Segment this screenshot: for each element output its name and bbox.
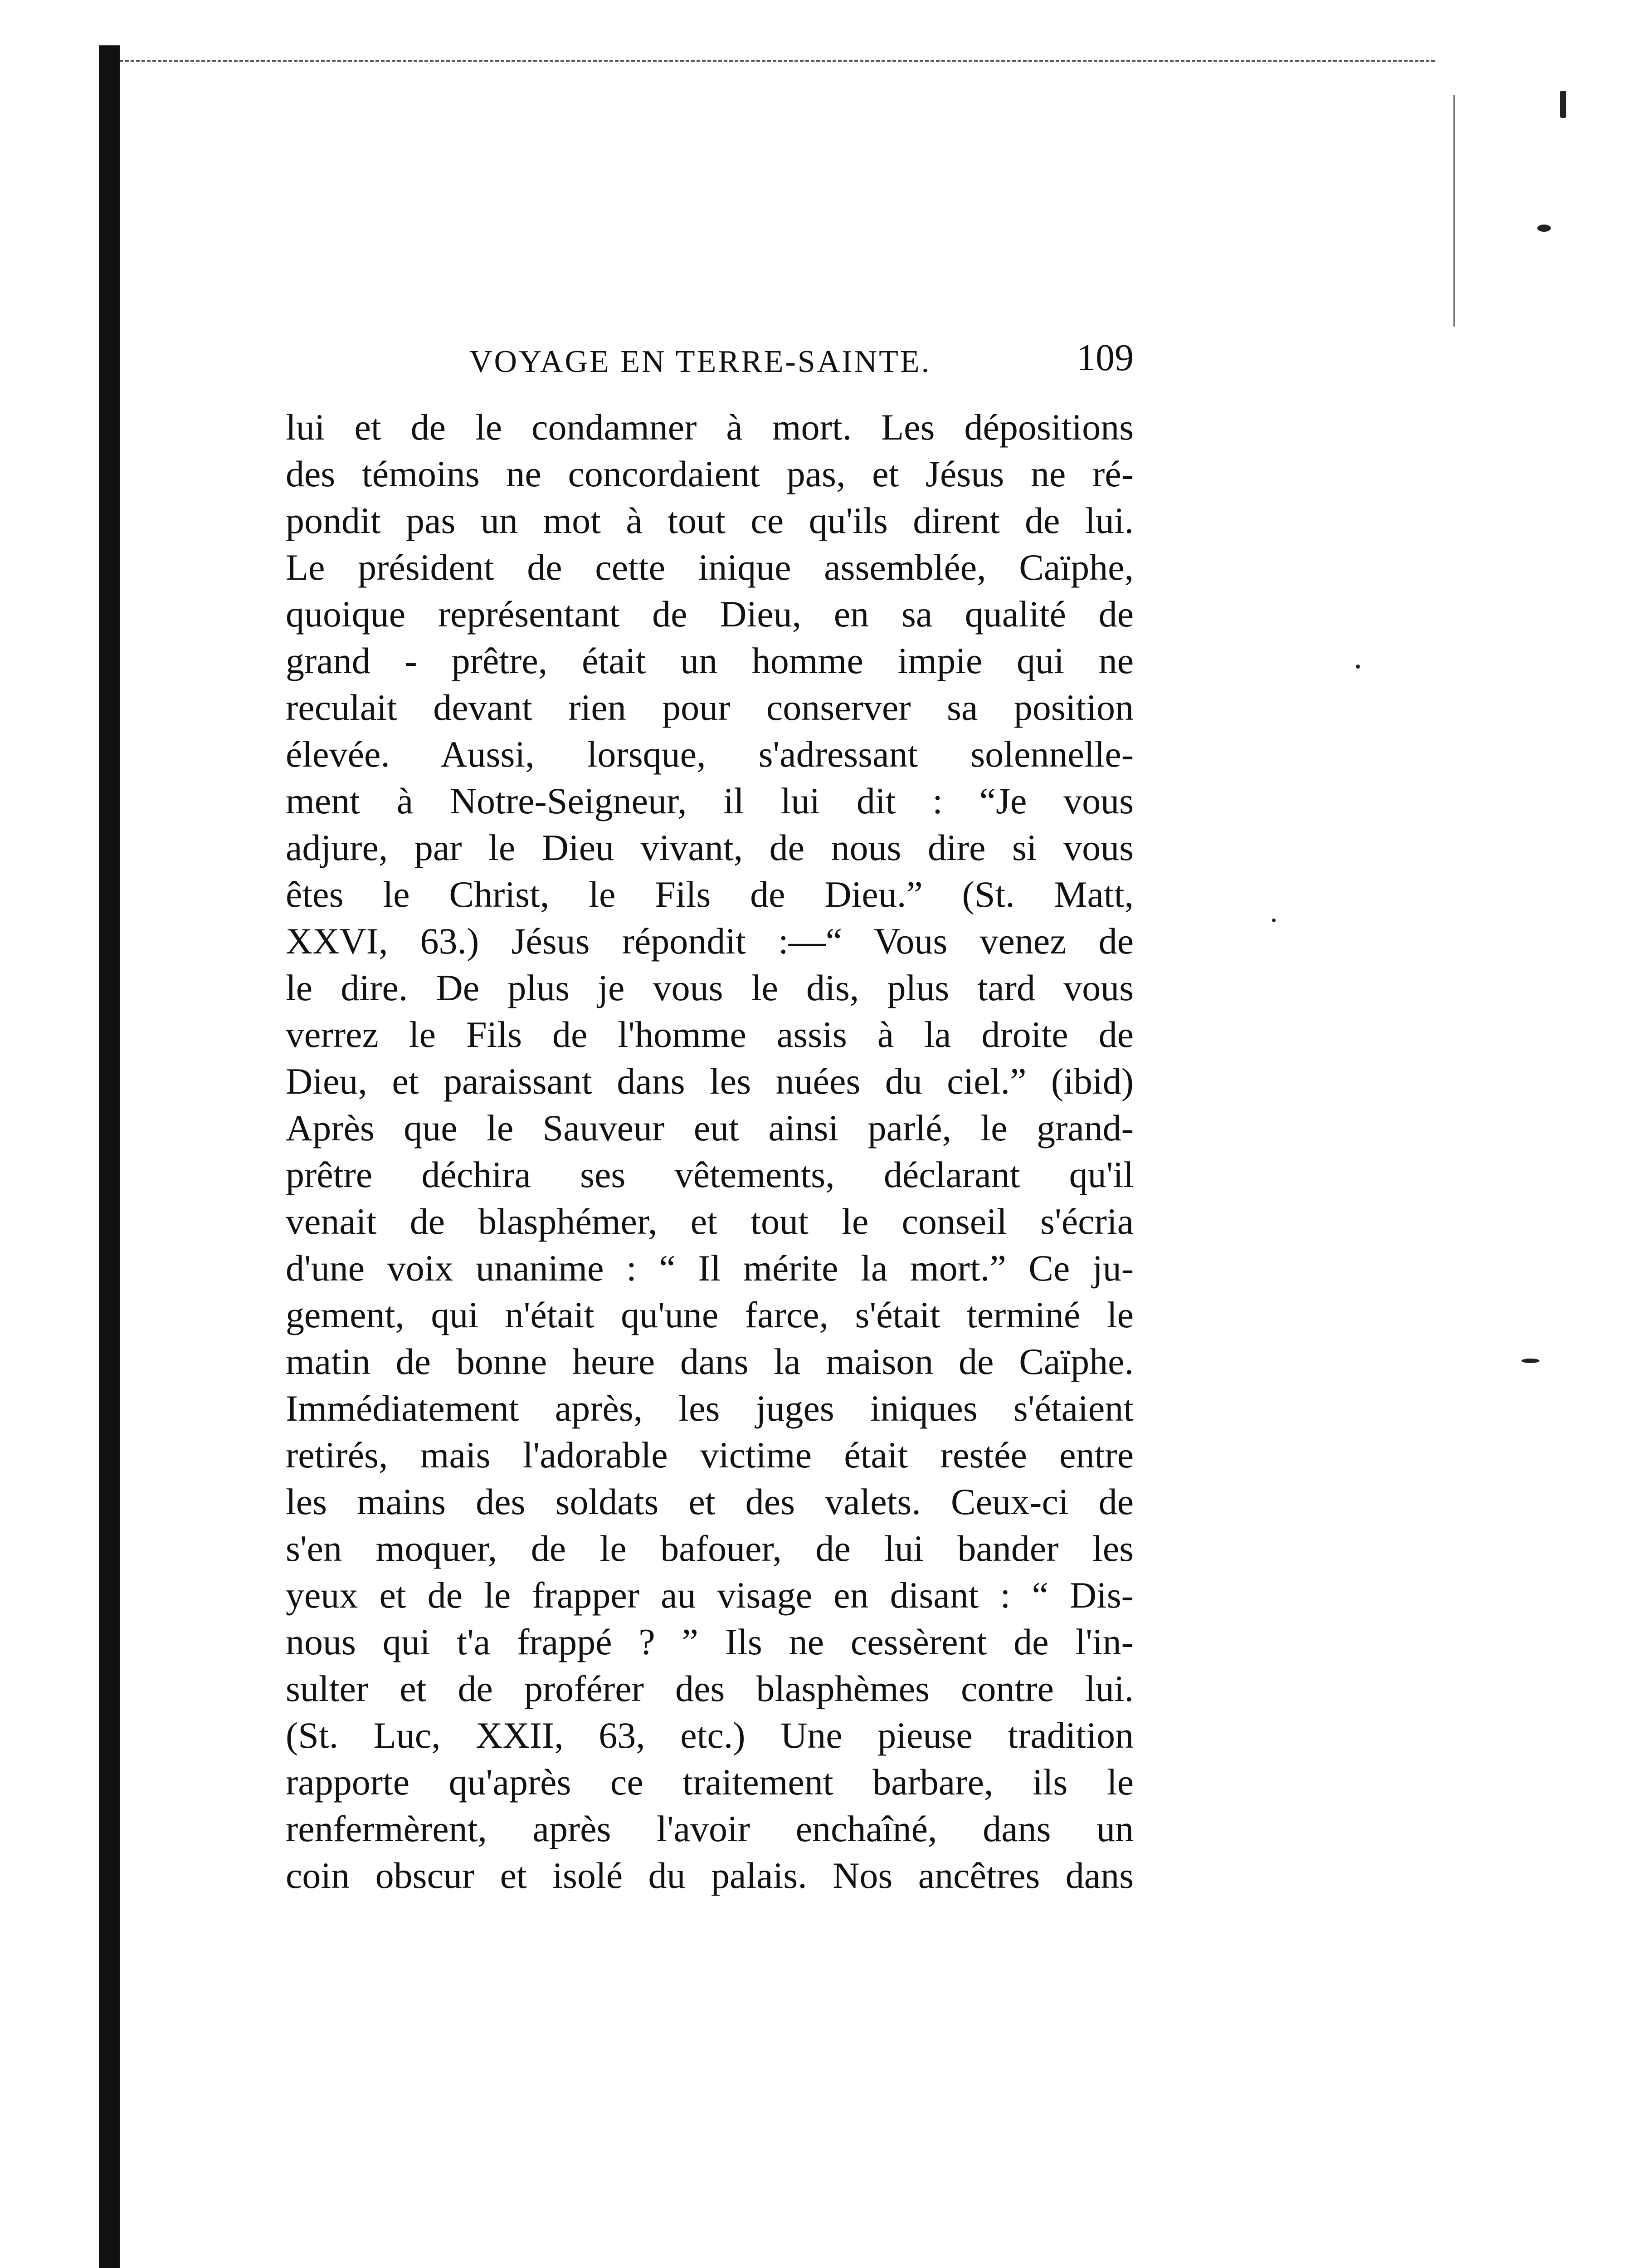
page-header [286, 336, 1134, 386]
scan-speck [1272, 919, 1276, 922]
right-scan-edge [1453, 95, 1455, 327]
binding-edge [99, 45, 120, 2268]
text-line: les mains des soldats et des valets. Ceux-ci de [286, 1481, 1134, 1522]
text-line: renfermèrent, après l'avoir enchaîné, dans un [286, 1808, 1134, 1849]
text-line: Après que le Sauveur eut ainsi parlé, le grand- [286, 1107, 1134, 1149]
text-line: le dire. De plus je vous le dis, plus tard vous [286, 967, 1134, 1008]
text-line: retirés, mais l'adorable victime était restée entre [286, 1434, 1134, 1476]
text-line: des témoins ne concordaient pas, et Jésus ne ré- [286, 453, 1134, 494]
text-line: adjure, par le Dieu vivant, de nous dire si vous [286, 827, 1134, 868]
text-line: nous qui t'a frappé ? ” Ils ne cessèrent de l'in- [286, 1621, 1134, 1662]
scan-speck [1537, 225, 1551, 232]
text-line: Immédiatement après, les juges iniques s'étaient [286, 1388, 1134, 1429]
text-line: grand - prêtre, était un homme impie qui ne [286, 640, 1134, 681]
scan-speck [1521, 1359, 1540, 1363]
text-line: ment à Notre-Seigneur, il lui dit : “Je vous [286, 780, 1134, 821]
text-line: quoique représentant de Dieu, en sa qualité de [286, 593, 1134, 635]
text-line: gement, qui n'était qu'une farce, s'était terminé le [286, 1294, 1134, 1335]
text-line: Dieu, et paraissant dans les nuées du ciel.” (ibid) [286, 1061, 1134, 1102]
text-line: coin obscur et isolé du palais. Nos ancêtres dans [286, 1855, 1134, 1896]
body-text [286, 404, 1134, 1899]
text-line: rapporte qu'après ce traitement barbare, ils le [286, 1761, 1134, 1803]
page-number: 109 [1077, 337, 1134, 379]
text-line: Le président de cette inique assemblée, Caïphe, [286, 547, 1134, 588]
text-line: d'une voix unanime : “ Il mérite la mort.” Ce ju- [286, 1247, 1134, 1289]
text-line: lui et de le condamner à mort. Les dépositions [286, 406, 1134, 448]
text-line: pondit pas un mot à tout ce qu'ils dirent de lui. [286, 500, 1134, 541]
top-scan-border [120, 60, 1435, 62]
text-line: prêtre déchira ses vêtements, déclarant qu'il [286, 1154, 1134, 1195]
text-line: matin de bonne heure dans la maison de Caïphe. [286, 1341, 1134, 1382]
text-line: yeux et de le frapper au visage en disant : “ Dis- [286, 1574, 1134, 1616]
text-line: s'en moquer, de le bafouer, de lui bander les [286, 1528, 1134, 1569]
text-line: élevée. Aussi, lorsque, s'adressant solennelle- [286, 733, 1134, 775]
text-line: reculait devant rien pour conserver sa position [286, 687, 1134, 728]
running-title: VOYAGE EN TERRE-SAINTE. [469, 344, 931, 379]
text-line: XXVI, 63.) Jésus répondit :—“ Vous venez de [286, 920, 1134, 962]
text-line: êtes le Christ, le Fils de Dieu.” (St. Matt, [286, 874, 1134, 915]
scan-speck [1356, 665, 1360, 669]
scan-speck [1560, 91, 1566, 118]
text-line: (St. Luc, XXII, 63, etc.) Une pieuse tradition [286, 1715, 1134, 1756]
text-line: venait de blasphémer, et tout le conseil s'écria [286, 1201, 1134, 1242]
text-line: sulter et de proférer des blasphèmes contre lui. [286, 1668, 1134, 1709]
text-line: verrez le Fils de l'homme assis à la droite de [286, 1014, 1134, 1055]
